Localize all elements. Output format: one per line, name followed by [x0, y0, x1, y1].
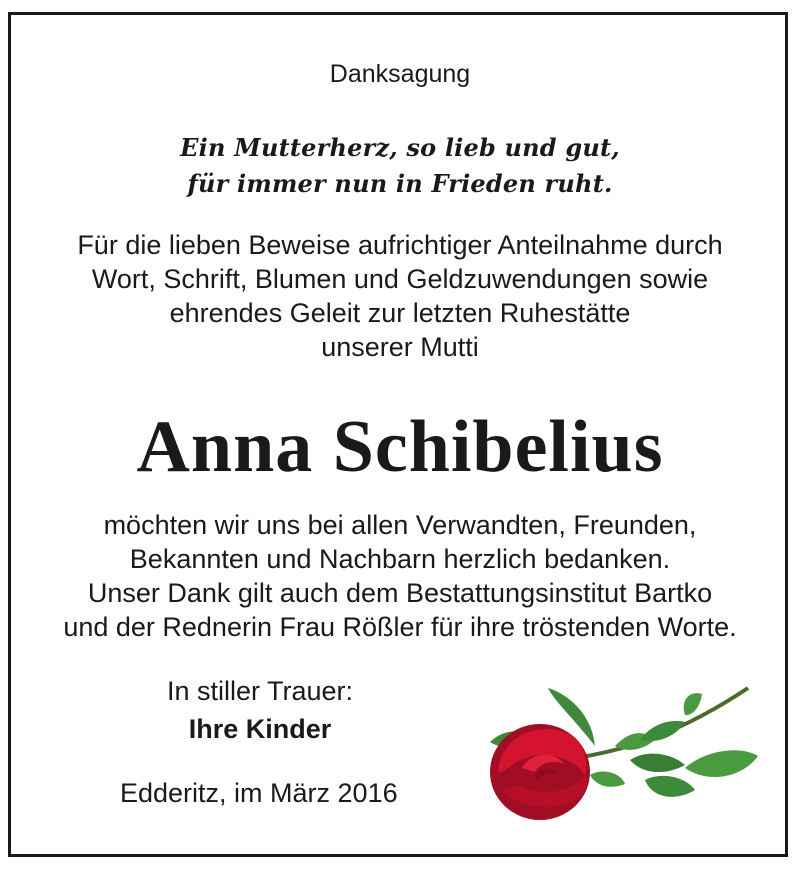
intro-paragraph: [0, 228, 800, 364]
thanks-line: und der Rednerin Frau Rößler für ihre tröstenden Worte.: [63, 612, 737, 642]
thanks-line: möchten wir uns bei allen Verwandten, Freunden,: [103, 510, 697, 540]
intro-line: Für die lieben Beweise aufrichtiger Anteilnahme durch: [77, 230, 723, 260]
rose-leaf: [630, 754, 685, 772]
intro-line: ehrendes Geleit zur letzten Ruhestätte: [169, 298, 631, 328]
thanks-line: Bekannten und Nachbarn herzlich bedanken.: [129, 544, 671, 574]
red-rose-icon: [480, 680, 770, 830]
rose-leaf: [640, 721, 685, 741]
mourning-label: In stiller Trauer:: [166, 676, 354, 706]
rose-leaf: [685, 750, 758, 777]
place-and-date: Edderitz, im März 2016: [120, 778, 398, 808]
rose-leaf: [645, 776, 695, 797]
notice-heading: Danksagung: [329, 60, 471, 88]
rose-leaf: [590, 772, 625, 787]
thanks-line: Unser Dank gilt auch dem Bestattungsinstitut Bartko: [87, 578, 713, 608]
quote-line-1: Ein Mutterherz, so lieb und gut,: [180, 133, 620, 162]
quote-line-2: für immer nun in Frieden ruht.: [187, 169, 613, 198]
intro-line: unserer Mutti: [321, 332, 479, 362]
thanks-paragraph: [0, 508, 800, 644]
rose-leaf: [684, 693, 702, 715]
family-signature: Ihre Kinder: [188, 714, 332, 744]
rose-stem: [575, 688, 748, 758]
deceased-name: Anna Schibelius: [136, 406, 664, 488]
intro-line: Wort, Schrift, Blumen und Geldzuwendungen sowie: [91, 264, 709, 294]
